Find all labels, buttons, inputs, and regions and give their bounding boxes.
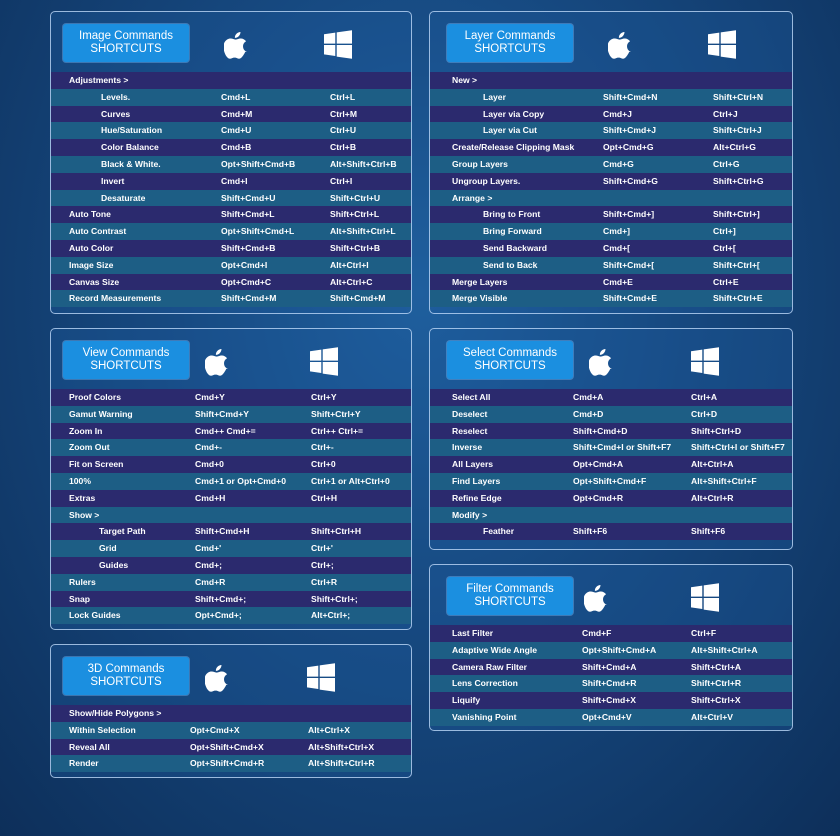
windows-shortcut: Ctrl+H — [311, 492, 338, 503]
shortcut-row — [430, 709, 792, 726]
shortcut-row — [430, 456, 792, 473]
command-name: Lock Guides — [69, 610, 121, 621]
mac-shortcut: Opt+Cmd+I — [221, 259, 268, 270]
shortcut-row — [51, 139, 411, 156]
panel-header — [430, 565, 792, 625]
shortcut-row — [51, 523, 411, 540]
shortcut-rows — [51, 705, 411, 772]
windows-shortcut: Ctrl+A — [691, 392, 718, 402]
mac-shortcut: Opt+Shift+Cmd+B — [221, 158, 296, 169]
command-name: Extras — [69, 492, 96, 503]
shortcut-row — [430, 173, 792, 190]
command-name: Layer via Copy — [483, 108, 545, 119]
windows-shortcut: Alt+Shift+Ctrl+F — [691, 475, 757, 486]
mac-shortcut: Shift+Cmd+B — [221, 242, 276, 253]
shortcut-row — [430, 190, 792, 207]
shortcut-row — [430, 290, 792, 307]
mac-shortcut: Shift+Cmd+D — [573, 425, 628, 436]
command-name: Image Size — [69, 259, 114, 270]
windows-shortcut: Shift+Ctrl+G — [713, 175, 764, 186]
shortcut-row — [430, 490, 792, 507]
panel-title-badge — [63, 341, 189, 379]
apple-icon — [608, 30, 632, 60]
windows-shortcut: Shift+Ctrl+A — [691, 661, 742, 672]
panel-title-badge — [63, 24, 189, 62]
panel-header — [51, 645, 411, 705]
windows-shortcut: Shift+Ctrl+Y — [311, 408, 361, 419]
shortcut-row — [51, 72, 411, 89]
shortcut-row — [51, 490, 411, 507]
windows-shortcut: Alt+Ctrl+; — [311, 610, 351, 621]
windows-shortcut: Alt+Ctrl+V — [691, 711, 734, 722]
mac-shortcut: Shift+Cmd+U — [221, 192, 276, 203]
windows-shortcut: Shift+F6 — [691, 526, 726, 537]
command-name: Last Filter — [452, 628, 494, 638]
shortcut-row — [430, 642, 792, 659]
shortcut-row — [430, 206, 792, 223]
mac-shortcut: Cmd+0 — [195, 459, 224, 470]
panel-subtitle: SHORTCUTS — [90, 43, 162, 55]
command-name: Send to Back — [483, 259, 538, 270]
mac-shortcut: Shift+Cmd+I or Shift+F7 — [573, 442, 672, 453]
filter-commands-panel — [429, 564, 793, 731]
shortcut-row — [430, 106, 792, 123]
windows-icon — [691, 583, 719, 613]
mac-shortcut: Opt+Cmd+X — [190, 724, 240, 735]
mac-shortcut: Shift+Cmd+A — [582, 661, 637, 672]
shortcut-row — [51, 389, 411, 406]
command-name: Show > — [69, 509, 100, 520]
windows-shortcut: Shift+Ctrl+U — [330, 192, 381, 203]
panel-header — [51, 329, 411, 389]
mac-shortcut: Shift+Cmd+X — [582, 695, 636, 706]
shortcut-row — [430, 139, 792, 156]
windows-shortcut: Ctrl+J — [713, 108, 738, 119]
shortcut-row — [430, 223, 792, 240]
windows-shortcut: Shift+Ctrl+R — [691, 678, 742, 689]
select-commands-panel — [429, 328, 793, 550]
windows-shortcut: Ctrl+G — [713, 158, 740, 169]
mac-shortcut: Cmd+A — [573, 392, 604, 402]
shortcut-row — [51, 406, 411, 423]
panel-subtitle: SHORTCUTS — [474, 360, 546, 372]
mac-shortcut: Opt+Shift+Cmd+X — [190, 741, 264, 752]
windows-shortcut: Shift+Ctrl+I or Shift+F7 — [691, 442, 785, 453]
apple-icon — [205, 347, 229, 377]
command-name: Create/Release Clipping Mask — [452, 142, 575, 153]
shortcut-row — [51, 739, 411, 756]
shortcut-row — [430, 240, 792, 257]
windows-shortcut: Ctrl+Y — [311, 392, 337, 402]
panel-subtitle: SHORTCUTS — [474, 43, 546, 55]
command-name: 100% — [69, 475, 91, 486]
mac-shortcut: Cmd+I — [221, 175, 248, 186]
windows-shortcut: Ctrl+I — [330, 175, 353, 186]
windows-shortcut: Shift+Ctrl+X — [691, 695, 741, 706]
command-name: Fit on Screen — [69, 459, 124, 470]
windows-shortcut: Shift+Ctrl+E — [713, 293, 763, 304]
command-name: Canvas Size — [69, 276, 120, 287]
apple-icon — [584, 583, 608, 613]
windows-shortcut: Shift+Ctrl+B — [330, 242, 381, 253]
command-name: Levels. — [101, 91, 131, 102]
mac-shortcut: Cmd+H — [195, 492, 226, 503]
panel-title: View Commands — [82, 347, 170, 359]
command-name: Hue/Saturation — [101, 125, 163, 136]
command-name: Bring to Front — [483, 209, 541, 220]
apple-icon — [224, 30, 248, 60]
windows-shortcut: Shift+Ctrl+; — [311, 593, 358, 604]
shortcut-row — [51, 557, 411, 574]
mac-shortcut: Opt+Cmd+V — [582, 711, 632, 722]
windows-shortcut: Shift+Cmd+M — [330, 293, 386, 304]
command-name: Reveal All — [69, 741, 110, 752]
windows-shortcut: Ctrl+; — [311, 559, 334, 570]
command-name: Gamut Warning — [69, 408, 133, 419]
windows-shortcut: Alt+Ctrl+I — [330, 259, 369, 270]
mac-shortcut: Cmd+G — [603, 158, 634, 169]
shortcut-row — [430, 274, 792, 291]
mac-shortcut: Shift+Cmd+H — [195, 526, 250, 537]
mac-shortcut: Cmd+; — [195, 559, 222, 570]
command-name: Black & White. — [101, 158, 161, 169]
windows-shortcut: Alt+Shift+Ctrl+A — [691, 644, 758, 655]
panel-header — [51, 12, 411, 72]
windows-shortcut: Ctrl+' — [311, 543, 333, 554]
shortcut-row — [51, 507, 411, 524]
windows-shortcut: Ctrl+U — [330, 125, 357, 136]
shortcut-row — [51, 89, 411, 106]
windows-icon — [708, 30, 736, 60]
shortcut-row — [430, 675, 792, 692]
command-name: Lens Correction — [452, 678, 518, 689]
apple-icon — [205, 663, 229, 693]
shortcut-row — [51, 223, 411, 240]
panel-subtitle: SHORTCUTS — [90, 676, 162, 688]
shortcut-row — [430, 507, 792, 524]
command-name: Proof Colors — [69, 392, 122, 402]
windows-shortcut: Ctrl+] — [713, 226, 736, 237]
image-commands-panel — [50, 11, 412, 314]
windows-shortcut: Ctrl+B — [330, 142, 357, 153]
command-name: Liquify — [452, 695, 481, 706]
windows-shortcut: Alt+Ctrl+X — [308, 724, 351, 735]
mac-shortcut: Cmd+J — [603, 108, 632, 119]
command-name: Target Path — [99, 526, 146, 537]
shortcut-rows — [430, 72, 792, 307]
command-name: Curves — [101, 108, 131, 119]
windows-shortcut: Ctrl+- — [311, 442, 334, 453]
panel-subtitle: SHORTCUTS — [90, 360, 162, 372]
windows-shortcut: Ctrl+R — [311, 576, 338, 587]
shortcut-row — [51, 122, 411, 139]
panel-title-badge — [447, 577, 573, 615]
mac-shortcut: Cmd+L — [221, 91, 251, 102]
shortcut-row — [51, 540, 411, 557]
3d-commands-panel — [50, 644, 412, 778]
shortcut-row — [51, 607, 411, 624]
mac-shortcut: Opt+Cmd+G — [603, 142, 654, 153]
command-name: Modify > — [452, 509, 488, 520]
windows-shortcut: Ctrl++ Ctrl+= — [311, 425, 364, 436]
mac-shortcut: Cmd+M — [221, 108, 253, 119]
windows-shortcut: Shift+Ctrl+L — [330, 209, 380, 220]
windows-shortcut: Alt+Ctrl+A — [691, 459, 734, 470]
shortcut-row — [51, 290, 411, 307]
command-name: Ungroup Layers. — [452, 175, 521, 186]
shortcut-row — [430, 122, 792, 139]
command-name: Send Backward — [483, 242, 547, 253]
mac-shortcut: Opt+Shift+Cmd+R — [190, 758, 265, 769]
command-name: Refine Edge — [452, 492, 502, 503]
windows-icon — [307, 663, 335, 693]
command-name: Zoom In — [69, 425, 103, 436]
command-name: Adaptive Wide Angle — [452, 644, 538, 655]
panel-title: 3D Commands — [87, 663, 165, 675]
mac-shortcut: Shift+F6 — [573, 526, 608, 537]
panel-title: Select Commands — [463, 347, 557, 359]
mac-shortcut: Opt+Shift+Cmd+A — [582, 644, 657, 655]
windows-shortcut: Alt+Shift+Ctrl+R — [308, 758, 375, 769]
command-name: Layer — [483, 91, 506, 102]
shortcut-row — [51, 439, 411, 456]
panel-title: Filter Commands — [466, 583, 554, 595]
command-name: Inverse — [452, 442, 483, 453]
command-name: Guides — [99, 559, 129, 570]
command-name: Record Measurements — [69, 293, 162, 304]
panel-title-badge — [447, 24, 573, 62]
shortcut-row — [51, 274, 411, 291]
mac-shortcut: Cmd+- — [195, 442, 222, 453]
command-name: Show/Hide Polygons > — [69, 708, 162, 718]
command-name: Select All — [452, 392, 491, 402]
command-name: Bring Forward — [483, 226, 542, 237]
windows-shortcut: Ctrl+1 or Alt+Ctrl+0 — [311, 475, 390, 486]
shortcut-row — [51, 473, 411, 490]
windows-icon — [310, 347, 338, 377]
mac-shortcut: Shift+Cmd+J — [603, 125, 657, 136]
windows-shortcut: Ctrl+F — [691, 628, 717, 638]
command-name: Group Layers — [452, 158, 508, 169]
shortcut-row — [430, 72, 792, 89]
mac-shortcut: Shift+Cmd+M — [221, 293, 277, 304]
shortcut-row — [430, 156, 792, 173]
command-name: Reselect — [452, 425, 488, 436]
windows-shortcut: Alt+Ctrl+C — [330, 276, 373, 287]
command-name: Adjustments > — [69, 75, 129, 85]
mac-shortcut: Shift+Cmd+G — [603, 175, 658, 186]
command-name: Feather — [483, 526, 515, 537]
shortcut-row — [430, 523, 792, 540]
shortcut-row — [51, 106, 411, 123]
shortcut-row — [430, 439, 792, 456]
panel-subtitle: SHORTCUTS — [474, 596, 546, 608]
mac-shortcut: Cmd+1 or Opt+Cmd+0 — [195, 475, 286, 486]
shortcut-row — [430, 257, 792, 274]
mac-shortcut: Cmd+R — [195, 576, 226, 587]
shortcut-row — [430, 89, 792, 106]
windows-shortcut: Shift+Ctrl+H — [311, 526, 362, 537]
shortcut-row — [430, 423, 792, 440]
mac-shortcut: Shift+Cmd+Y — [195, 408, 249, 419]
command-name: Invert — [101, 175, 125, 186]
shortcut-rows — [51, 72, 411, 307]
command-name: Color Balance — [101, 142, 159, 153]
windows-shortcut: Alt+Ctrl+G — [713, 142, 756, 153]
mac-shortcut: Cmd+B — [221, 142, 252, 153]
shortcut-row — [430, 389, 792, 406]
windows-shortcut: Alt+Shift+Ctrl+B — [330, 158, 397, 169]
mac-shortcut: Cmd++ Cmd+= — [195, 425, 256, 436]
windows-icon — [691, 347, 719, 377]
mac-shortcut: Shift+Cmd+R — [582, 678, 637, 689]
panel-title-badge — [447, 341, 573, 379]
windows-shortcut: Ctrl+D — [691, 408, 718, 419]
command-name: Merge Visible — [452, 293, 508, 304]
view-commands-panel — [50, 328, 412, 630]
command-name: Layer via Cut — [483, 125, 537, 136]
shortcut-row — [51, 206, 411, 223]
shortcut-row — [430, 625, 792, 642]
shortcut-row — [51, 574, 411, 591]
windows-shortcut: Shift+Ctrl+N — [713, 91, 764, 102]
mac-shortcut: Cmd+' — [195, 543, 222, 554]
command-name: Rulers — [69, 576, 96, 587]
command-name: Camera Raw Filter — [452, 661, 527, 672]
panel-title-badge — [63, 657, 189, 695]
command-name: Auto Color — [69, 242, 114, 253]
mac-shortcut: Shift+Cmd+L — [221, 209, 275, 220]
mac-shortcut: Opt+Cmd+A — [573, 459, 624, 470]
shortcut-row — [430, 473, 792, 490]
shortcut-row — [51, 705, 411, 722]
command-name: Find Layers — [452, 475, 501, 486]
windows-shortcut: Ctrl+[ — [713, 242, 736, 253]
windows-shortcut: Shift+Ctrl+[ — [713, 259, 760, 270]
mac-shortcut: Shift+Cmd+[ — [603, 259, 655, 270]
shortcut-row — [430, 692, 792, 709]
mac-shortcut: Shift+Cmd+N — [603, 91, 658, 102]
command-name: Render — [69, 758, 99, 769]
windows-shortcut: Shift+Ctrl+D — [691, 425, 742, 436]
windows-shortcut: Alt+Ctrl+R — [691, 492, 734, 503]
shortcut-row — [430, 406, 792, 423]
shortcut-rows — [430, 625, 792, 726]
windows-icon — [324, 30, 352, 60]
windows-shortcut: Shift+Ctrl+J — [713, 125, 762, 136]
command-name: Arrange > — [452, 192, 493, 203]
command-name: Merge Layers — [452, 276, 508, 287]
mac-shortcut: Opt+Shift+Cmd+F — [573, 475, 647, 486]
command-name: Auto Tone — [69, 209, 111, 220]
mac-shortcut: Shift+Cmd+; — [195, 593, 247, 604]
mac-shortcut: Cmd+Y — [195, 392, 225, 402]
panel-header — [430, 329, 792, 389]
mac-shortcut: Shift+Cmd+] — [603, 209, 655, 220]
windows-shortcut: Ctrl+E — [713, 276, 739, 287]
shortcut-row — [51, 755, 411, 772]
command-name: All Layers — [452, 459, 494, 470]
command-name: Deselect — [452, 408, 488, 419]
mac-shortcut: Cmd+U — [221, 125, 252, 136]
mac-shortcut: Cmd+D — [573, 408, 604, 419]
panel-title: Image Commands — [79, 30, 173, 42]
panel-title: Layer Commands — [464, 30, 556, 42]
windows-shortcut: Ctrl+M — [330, 108, 357, 119]
command-name: Zoom Out — [69, 442, 110, 453]
command-name: Within Selection — [69, 724, 136, 735]
shortcut-row — [51, 156, 411, 173]
shortcut-row — [51, 722, 411, 739]
command-name: Vanishing Point — [452, 711, 517, 722]
mac-shortcut: Cmd+] — [603, 226, 630, 237]
layer-commands-panel — [429, 11, 793, 314]
mac-shortcut: Opt+Cmd+R — [573, 492, 624, 503]
shortcut-row — [51, 173, 411, 190]
command-name: New > — [452, 75, 478, 85]
shortcut-row — [51, 423, 411, 440]
command-name: Desaturate — [101, 192, 146, 203]
windows-shortcut: Shift+Ctrl+] — [713, 209, 760, 220]
shortcut-row — [51, 456, 411, 473]
mac-shortcut: Cmd+E — [603, 276, 633, 287]
panel-header — [430, 12, 792, 72]
shortcut-row — [51, 257, 411, 274]
mac-shortcut: Cmd+[ — [603, 242, 630, 253]
windows-shortcut: Ctrl+0 — [311, 459, 336, 470]
shortcut-row — [51, 591, 411, 608]
windows-shortcut: Alt+Shift+Ctrl+X — [308, 741, 375, 752]
command-name: Snap — [69, 593, 91, 604]
mac-shortcut: Opt+Shift+Cmd+L — [221, 226, 295, 237]
shortcut-row — [430, 659, 792, 676]
shortcut-row — [51, 240, 411, 257]
shortcut-row — [51, 190, 411, 207]
windows-shortcut: Ctrl+L — [330, 91, 356, 102]
mac-shortcut: Opt+Cmd+C — [221, 276, 272, 287]
mac-shortcut: Cmd+F — [582, 628, 612, 638]
windows-shortcut: Alt+Shift+Ctrl+L — [330, 226, 396, 237]
mac-shortcut: Opt+Cmd+; — [195, 610, 242, 621]
shortcut-rows — [430, 389, 792, 540]
apple-icon — [589, 347, 613, 377]
command-name: Grid — [99, 543, 117, 554]
command-name: Auto Contrast — [69, 226, 127, 237]
shortcut-rows — [51, 389, 411, 624]
mac-shortcut: Shift+Cmd+E — [603, 293, 657, 304]
